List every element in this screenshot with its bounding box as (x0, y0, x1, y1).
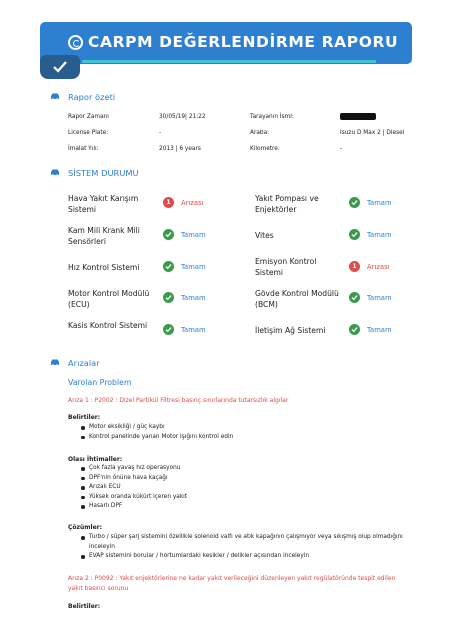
system-item-ecu: Motor Kontrol Modülü (ECU) (68, 289, 150, 309)
header-accent-bar (82, 60, 376, 63)
check-icon (163, 261, 174, 272)
status-text: Tamam (181, 231, 206, 239)
system-item-bcm: Gövde Kontrol Modülü (BCM) (255, 289, 339, 309)
system-item-chassis: Kasis Kontrol Sistemi (68, 321, 148, 330)
check-icon (349, 197, 360, 208)
car-icon (50, 169, 60, 176)
scanner-name-label: Tarayanın İsmi: (250, 114, 294, 120)
status-text: Tamam (367, 231, 392, 239)
fault-1-causes-list (81, 464, 421, 512)
list-item: EVAP sistemini borular / hortumlardaki kesikler / delikler açısından inceleyin (81, 552, 411, 562)
check-icon (349, 292, 360, 303)
current-problem-heading: Varolan Problem (68, 378, 132, 387)
fault-1-symptoms-label: Belirtiler: (68, 414, 101, 421)
status-text: Tamam (367, 199, 392, 207)
list-item: Arızalı ECU (81, 483, 421, 493)
system-status-heading-label: SİSTEM DURUMU (68, 168, 139, 178)
fault-count-badge: 1 (163, 197, 174, 208)
system-item-speed-control: Hız Kontrol Sistemi (68, 263, 140, 272)
system-item-cam-crank: Kam Mili Krank Mili Sensörleri (68, 226, 140, 246)
report-title: CARPM DEĞERLENDİRME RAPORU (88, 33, 399, 51)
status-text: Tamam (181, 294, 206, 302)
fault-1-solutions-label: Çözümler: (68, 524, 103, 531)
fault-1-causes-label: Olası İhtimaller: (68, 456, 123, 463)
fault-1-solutions-list (81, 533, 411, 562)
status-text: Arızası (181, 199, 204, 207)
list-item: Motor eksikliği / güç kaybı (81, 423, 421, 433)
list-item: Çok fazla yavaş hız operasyonu (81, 464, 421, 474)
status-text: Tamam (181, 326, 206, 334)
list-item: DPF'nin önüne hava kaçağı (81, 474, 421, 484)
check-icon (163, 324, 174, 335)
license-plate-value: - (159, 130, 162, 136)
license-plate-label: License Plate: (68, 130, 109, 136)
report-time-value: 30/05/19| 21:22 (159, 114, 206, 120)
check-icon (349, 324, 360, 335)
car-label: Araba: (250, 130, 270, 136)
check-icon (349, 229, 360, 240)
system-item-emission: Emisyon Kontrol Sistemi (255, 257, 317, 277)
fault-count-badge: 1 (349, 261, 360, 272)
check-icon (163, 229, 174, 240)
carpm-logo-icon (68, 35, 83, 50)
fault-1-symptoms-list (81, 423, 421, 442)
fault-2-title: Arıza 2 : P0092 : Yakıt enjektörlerine ne kadar yakıt verileceğini düzenleyen yakıt regülatöründe tespit edilen yakıt basıncı sorunu (68, 575, 396, 592)
faults-heading-label: Arızalar (68, 358, 100, 368)
redacted-scanner-name (340, 113, 376, 120)
status-text: Tamam (181, 263, 206, 271)
car-value: Isuzu D Max 2 | Diesel (340, 130, 405, 136)
status-text: Tamam (367, 294, 392, 302)
list-item: Yüksek oranda kükürt içeren yakıt (81, 493, 421, 503)
status-text: Tamam (367, 326, 392, 334)
car-icon (50, 359, 60, 366)
system-item-transmission: Vites (255, 231, 274, 240)
manufacture-year-label: İmalat Yılı: (68, 146, 99, 152)
report-time-label: Rapor Zamanı (68, 114, 109, 120)
list-item: Hasarlı DPF (81, 502, 421, 512)
status-text: Arızası (367, 263, 390, 271)
list-item: Turbo / süper şarj sistemini özellikle solenoid valfı ve atık kapağının çalışmıyor veya sıkışmış olup olmadığını inceleyin (81, 533, 411, 552)
summary-heading-label: Rapor özeti (68, 92, 116, 102)
fault-2-symptoms-label: Belirtiler: (68, 603, 101, 610)
check-icon (163, 292, 174, 303)
mileage-value: - (340, 146, 343, 152)
mileage-label: Kilometre: (250, 146, 280, 152)
system-item-fuel-pump: Yakıt Pompası ve Enjektörler (255, 194, 319, 214)
list-item: Kontrol panelinde yanan Motor Işığını kontrol edin (81, 433, 421, 443)
car-icon (50, 93, 60, 100)
manufacture-year-value: 2013 | 6 years (159, 146, 201, 152)
system-item-network: İletişim Ağ Sistemi (255, 326, 326, 335)
fault-1-title: Arıza 1 : P2002 : Dizel Partikül Filtresi basınç sınırlarında tutarsızlık algılar (68, 397, 289, 404)
system-item-air-fuel: Hava Yakıt Karışım Sistemi (68, 194, 139, 214)
car-check-icon (40, 55, 80, 79)
